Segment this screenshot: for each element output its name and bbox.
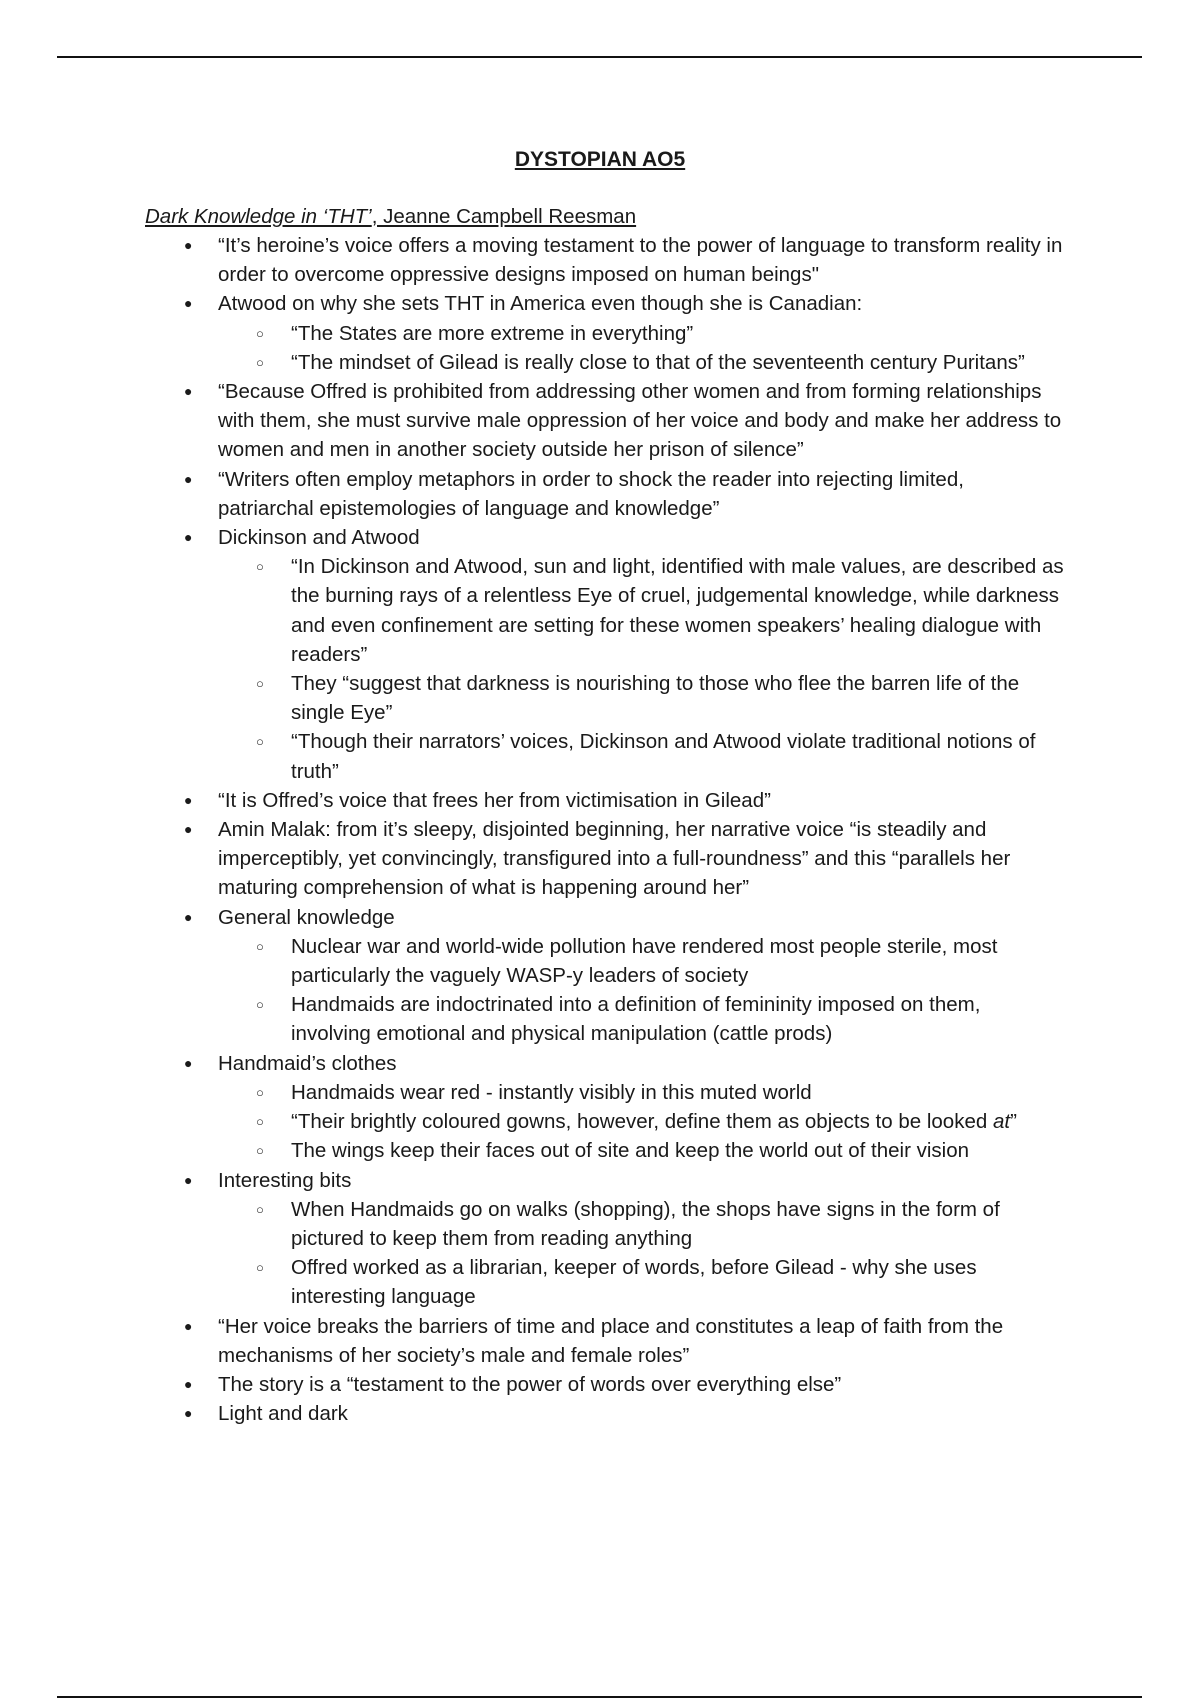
bullet-icon: ●: [184, 1317, 193, 1334]
list-item-text: The story is a “testament to the power of words over everything else”: [218, 1372, 842, 1396]
sub-list-item-text: “Though their narrators’ voices, Dickinson and Atwood violate traditional notions of truth”: [291, 730, 1036, 783]
list-item-text: “It is Offred’s voice that frees her from victimisation in Gilead”: [218, 788, 771, 812]
sub-list-item: [218, 1107, 1065, 1136]
list-item: [145, 1049, 1065, 1166]
list-item: [145, 815, 1065, 903]
sub-list-item-text: Handmaids wear red - instantly visibly in this muted world: [291, 1080, 812, 1104]
list-item: [145, 1312, 1065, 1370]
list-item: [145, 1166, 1065, 1312]
sub-list-item: [218, 1195, 1065, 1253]
quote-close: ”: [1010, 1110, 1017, 1134]
sub-list-item-text: [291, 1110, 1017, 1133]
bullet-icon: ●: [184, 1375, 193, 1392]
source-author: , Jeanne Campbell Reesman: [371, 205, 637, 228]
sub-list: [218, 319, 1065, 377]
list-item: [145, 465, 1065, 523]
sub-list-item: [218, 1136, 1065, 1165]
list-item-text: Interesting bits: [218, 1168, 352, 1192]
list-item: [145, 377, 1065, 465]
sub-list: [218, 932, 1065, 1049]
bullet-icon: ●: [184, 470, 193, 487]
sub-list-item: [218, 669, 1065, 727]
notes-list: [145, 231, 1065, 1428]
sub-list-item: [218, 932, 1065, 990]
list-item: [145, 1370, 1065, 1399]
sub-list-item: [218, 1078, 1065, 1107]
bullet-icon: ●: [184, 791, 193, 808]
hollow-bullet-icon: ○: [256, 1201, 264, 1217]
sub-list-item-text: When Handmaids go on walks (shopping), the shops have signs in the form of pictured to keep them from reading anything: [291, 1197, 1000, 1250]
bullet-icon: ●: [184, 821, 193, 838]
list-item-text: “Writers often employ metaphors in order to shock the reader into rejecting limited, patriarchal epistemologies of language and knowledge”: [218, 467, 964, 520]
list-item-text: “It’s heroine’s voice offers a moving testament to the power of language to transform reality in order to overcome oppressive designs imposed on human beings": [218, 234, 1063, 287]
page-title: DYSTOPIAN AO5: [514, 148, 686, 171]
sub-list-item-text: Nuclear war and world-wide pollution have rendered most people sterile, most particularly the vaguely WASP-y leaders of society: [291, 934, 998, 988]
hollow-bullet-icon: ○: [256, 354, 264, 370]
list-item: [145, 289, 1065, 377]
list-item: [145, 1399, 1065, 1428]
hollow-bullet-icon: ○: [256, 676, 264, 692]
hollow-bullet-icon: ○: [256, 1143, 264, 1159]
sub-list-item-text: Offred worked as a librarian, keeper of words, before Gilead - why she uses interesting language: [291, 1256, 977, 1309]
list-item-text: Dickinson and Atwood: [218, 526, 420, 550]
sub-list-item-text: They “suggest that darkness is nourishing to those who flee the barren life of the single Eye”: [291, 672, 1020, 725]
sub-list-item: [218, 552, 1065, 669]
sub-list-item: [218, 1253, 1065, 1311]
top-rule: [57, 56, 1142, 58]
list-item-text: General knowledge: [218, 905, 395, 929]
sub-list: [218, 552, 1065, 786]
bottom-rule: [57, 1696, 1142, 1698]
list-item: [145, 903, 1065, 1049]
bullet-icon: ●: [184, 908, 193, 925]
bullet-icon: ●: [184, 529, 193, 546]
source-citation: [145, 203, 636, 231]
bullet-icon: ●: [184, 1405, 193, 1422]
list-item-text: “Because Offred is prohibited from addressing other women and from forming relationships with them, she must survive male oppression of her voice and body and make her address to women and men in another society outside her prison of silence”: [218, 380, 1062, 462]
sub-list-item-text: The wings keep their faces out of site and keep the world out of their vision: [291, 1139, 970, 1163]
sub-list: [218, 1195, 1065, 1312]
list-item-text: “Her voice breaks the barriers of time and place and constitutes a leap of faith from the mechanisms of her society’s male and female roles”: [218, 1314, 1004, 1367]
bullet-icon: ●: [184, 1171, 193, 1188]
list-item: [145, 523, 1065, 786]
hollow-bullet-icon: ○: [256, 734, 264, 750]
list-item-text: Handmaid’s clothes: [218, 1051, 397, 1075]
sub-list-item: [218, 348, 1065, 377]
list-item-text: Amin Malak: from it’s sleepy, disjointed beginning, her narrative voice “is steadily and imperceptibly, yet convincingly, transfigured into a full-roundness” and this “parallels her maturing comprehension of what is happening around her”: [218, 818, 1011, 900]
sub-list-item: [218, 727, 1065, 785]
list-item: [145, 786, 1065, 815]
hollow-bullet-icon: ○: [256, 1260, 264, 1276]
sub-list-item-text: “The States are more extreme in everything”: [291, 321, 694, 345]
emphasis-text: at: [992, 1110, 1011, 1134]
list-item-text: Light and dark: [218, 1402, 348, 1426]
sub-list-item-text: “In Dickinson and Atwood, sun and light, identified with male values, are described as the burning rays of a relentless Eye of cruel, judgemental knowledge, while darkness and even confinement are setting for these women speakers’ healing dialogue with readers”: [291, 555, 1064, 666]
sub-list-item: [218, 990, 1065, 1048]
list-item: [145, 231, 1065, 289]
quote-text: “Their brightly coloured gowns, however, define them as objects to be looked: [291, 1110, 993, 1134]
hollow-bullet-icon: ○: [256, 559, 264, 575]
sub-list-item: [218, 319, 1065, 348]
source-work-title: Dark Knowledge in ‘THT’: [145, 205, 372, 228]
sub-list-item-text: “The mindset of Gilead is really close to that of the seventeenth century Puritans”: [291, 350, 1025, 374]
sub-list-item-text: Handmaids are indoctrinated into a definition of femininity imposed on them, involving emotional and physical manipulation (cattle prods): [291, 993, 981, 1046]
hollow-bullet-icon: ○: [256, 938, 264, 954]
hollow-bullet-icon: ○: [256, 1114, 264, 1130]
list-item-text: Atwood on why she sets THT in America even though she is Canadian:: [218, 292, 863, 316]
bullet-icon: ●: [184, 1054, 193, 1071]
bullet-icon: ●: [184, 295, 193, 312]
bullet-icon: ●: [184, 383, 193, 400]
hollow-bullet-icon: ○: [256, 1084, 264, 1100]
hollow-bullet-icon: ○: [256, 325, 264, 341]
sub-list: [218, 1078, 1065, 1166]
bullet-icon: ●: [184, 237, 193, 253]
hollow-bullet-icon: ○: [256, 997, 264, 1013]
